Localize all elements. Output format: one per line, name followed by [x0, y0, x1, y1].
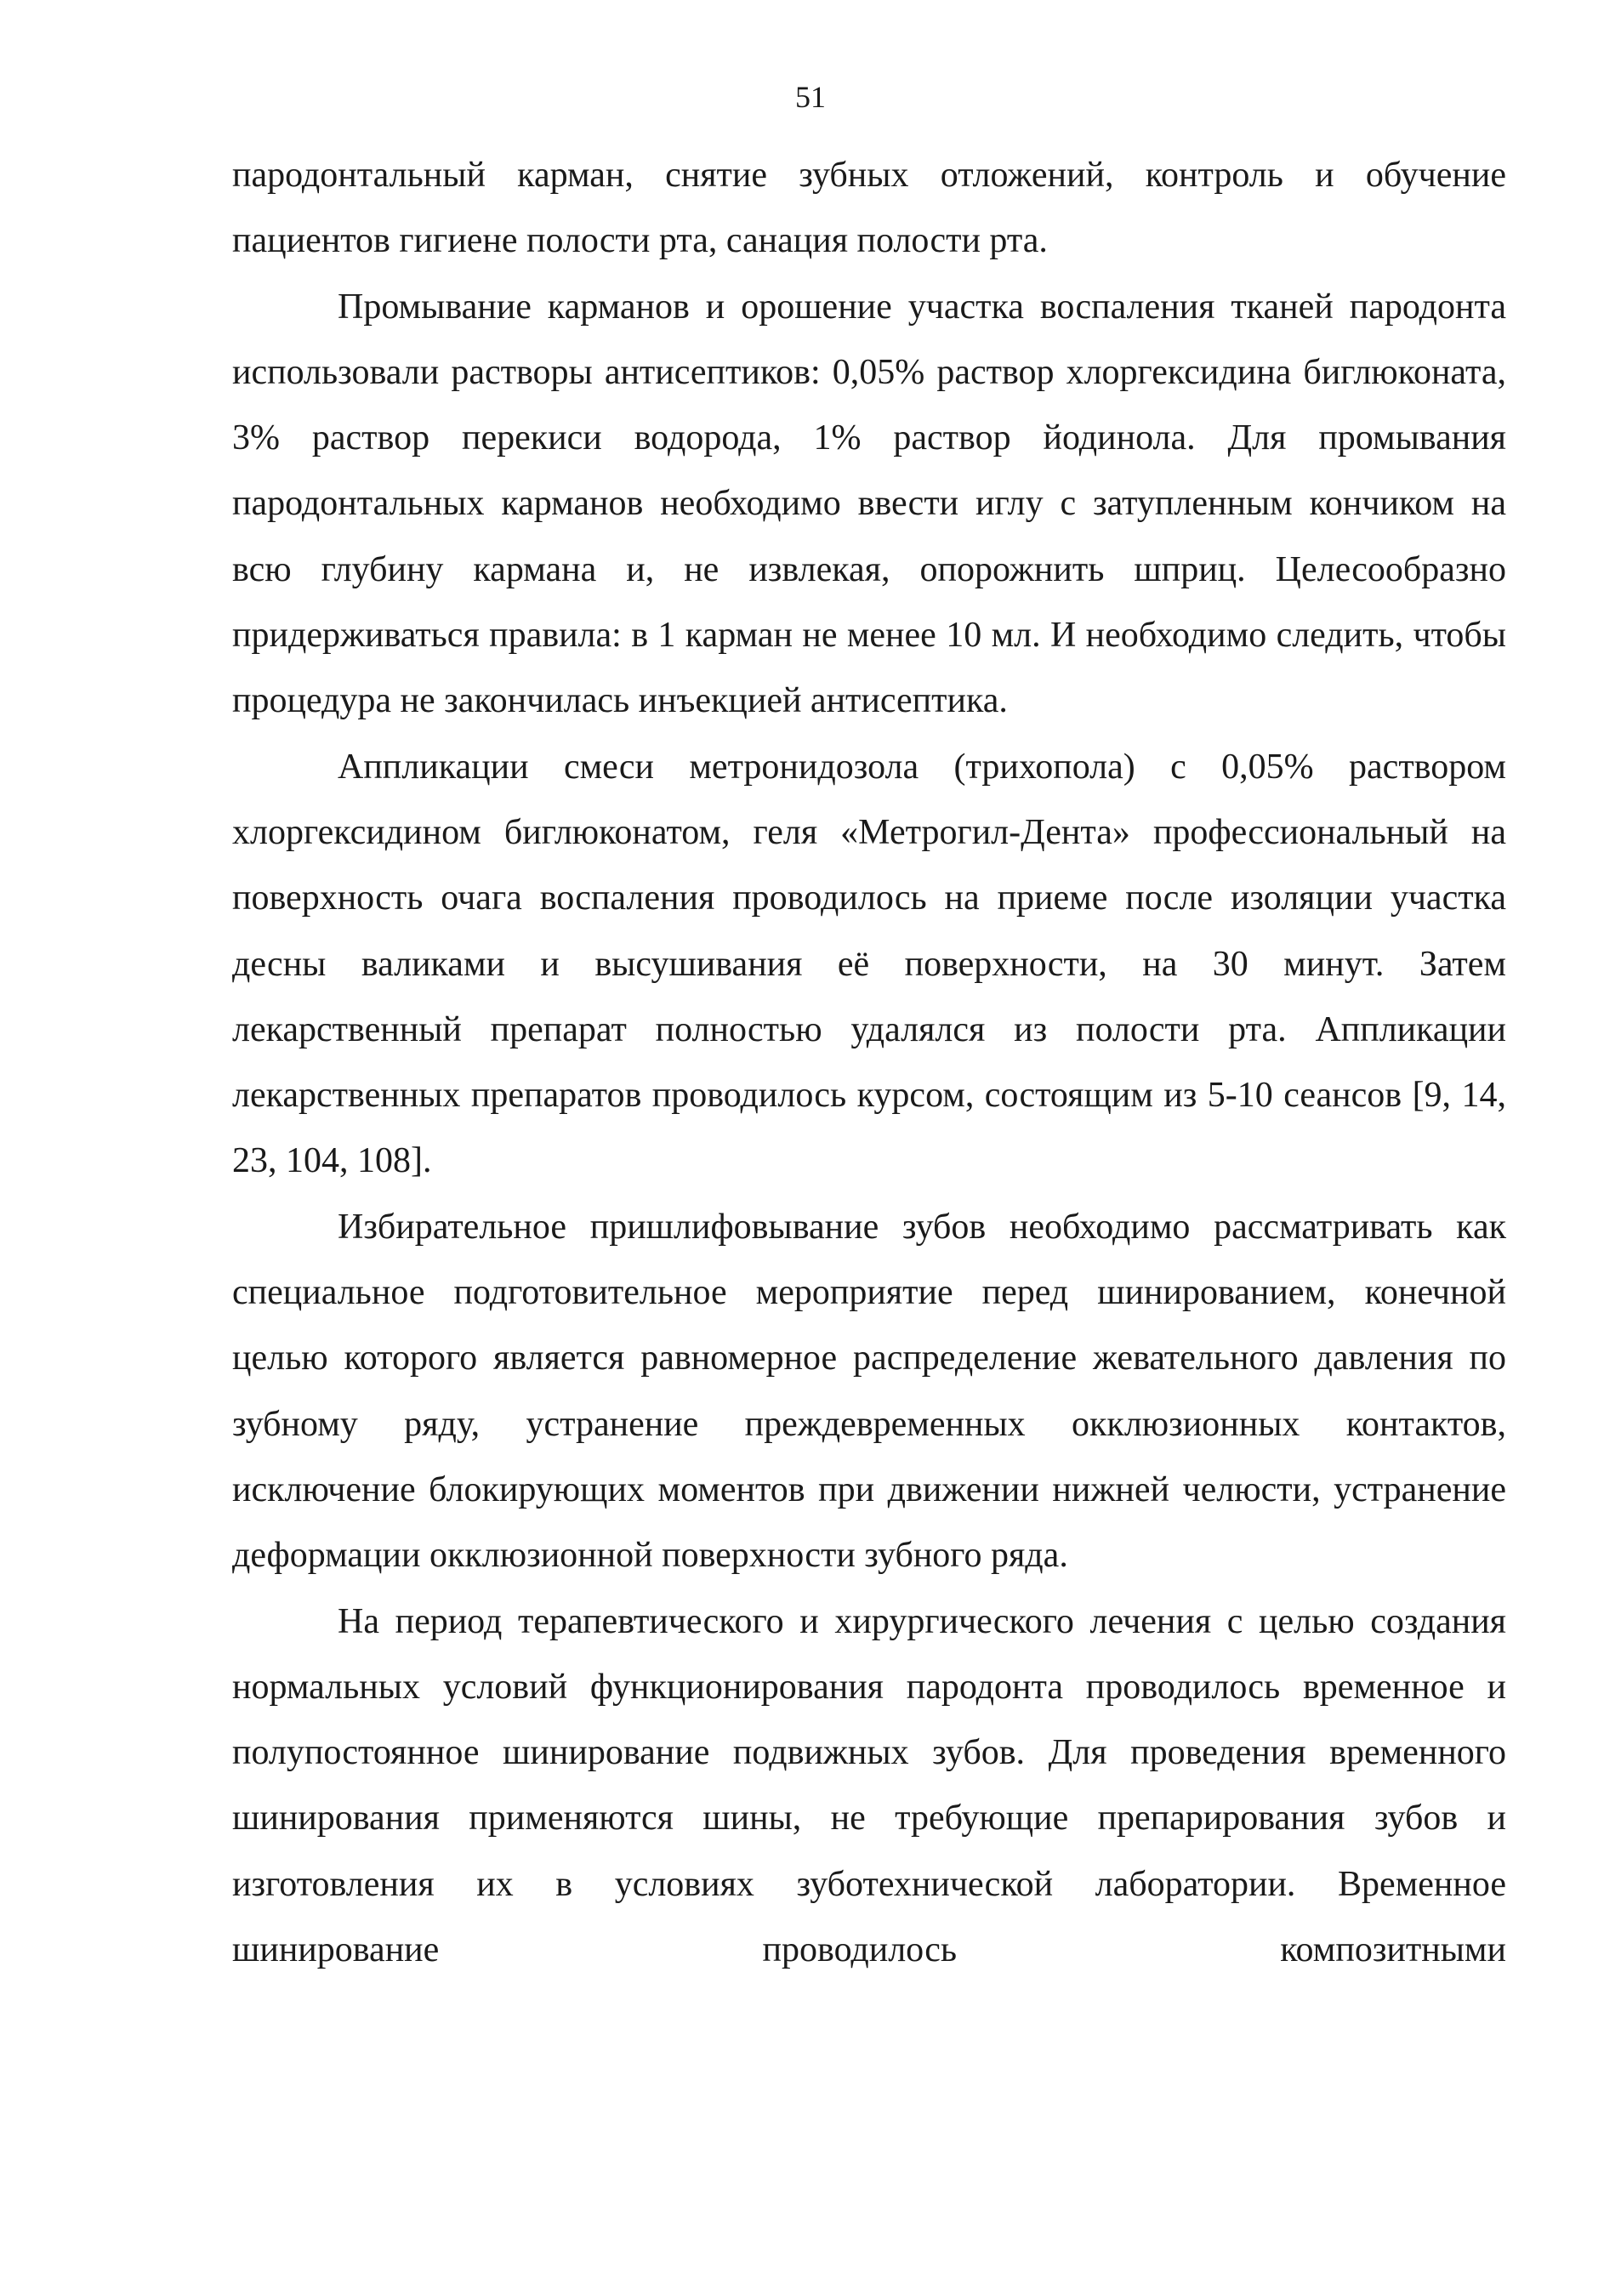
paragraph-pocket-irrigation: Промывание карманов и орошение участка воспаления тканей пародонта использовали растворы антисептиков: 0,05% раствор хлоргексидина биглюконата, 3% раствор перекиси водорода, 1% раствор йодинола. Для промывания пародонтальных карманов необходимо ввести иглу с затупленным кончиком на всю глубину кармана и, не извлекая, опорожнить шприц. Целесообразно придерживаться правила: в 1 карман не менее 10 мл. И необходимо следить, чтобы процедура не закончилась инъекцией антисептика. [232, 287, 1506, 721]
document-body [232, 143, 1506, 1983]
paragraph-splinting: На период терапевтического и хирургического лечения с целью создания нормальных условий функционирования пародонта проводилось временное и полупостоянное шинирование подвижных зубов. Для проведения временного шинирования применяются шины, не требующие препарирования зубов и изготовления их в условиях зуботехнической лаборатории. Временное шинирование проводилось композитными [232, 1601, 1506, 1970]
page-number: 51 [795, 80, 826, 114]
paragraph-continuation: пародонтальный карман, снятие зубных отложений, контроль и обучение пациентов гигиене полости рта, санация полости рта. [232, 156, 1506, 261]
paragraph-applications: Аппликации смеси метронидозола (трихопола) с 0,05% раствором хлоргексидином биглюконатом, геля «Метрогил-Дента» профессиональный на поверхность очага воспаления проводилось на приеме после изоляции участка десны валиками и высушивания её поверхности, на 30 минут. Затем лекарственный препарат полностью удалялся из полости рта. Аппликации лекарственных препаратов проводилось курсом, состоящим из 5-10 сеансов [9, 14, 23, 104, 108]. [232, 747, 1506, 1181]
paragraph-selective-grinding: Избирательное пришлифовывание зубов необходимо рассматривать как специальное подготовительное мероприятие перед шинированием, конечной целью которого является равномерное распределение жевательного давления по зубному ряду, устранение преждевременных окклюзионных контактов, исключение блокирующих моментов при движении нижней челюсти, устранение деформации окклюзионной поверхности зубного ряда. [232, 1207, 1506, 1576]
